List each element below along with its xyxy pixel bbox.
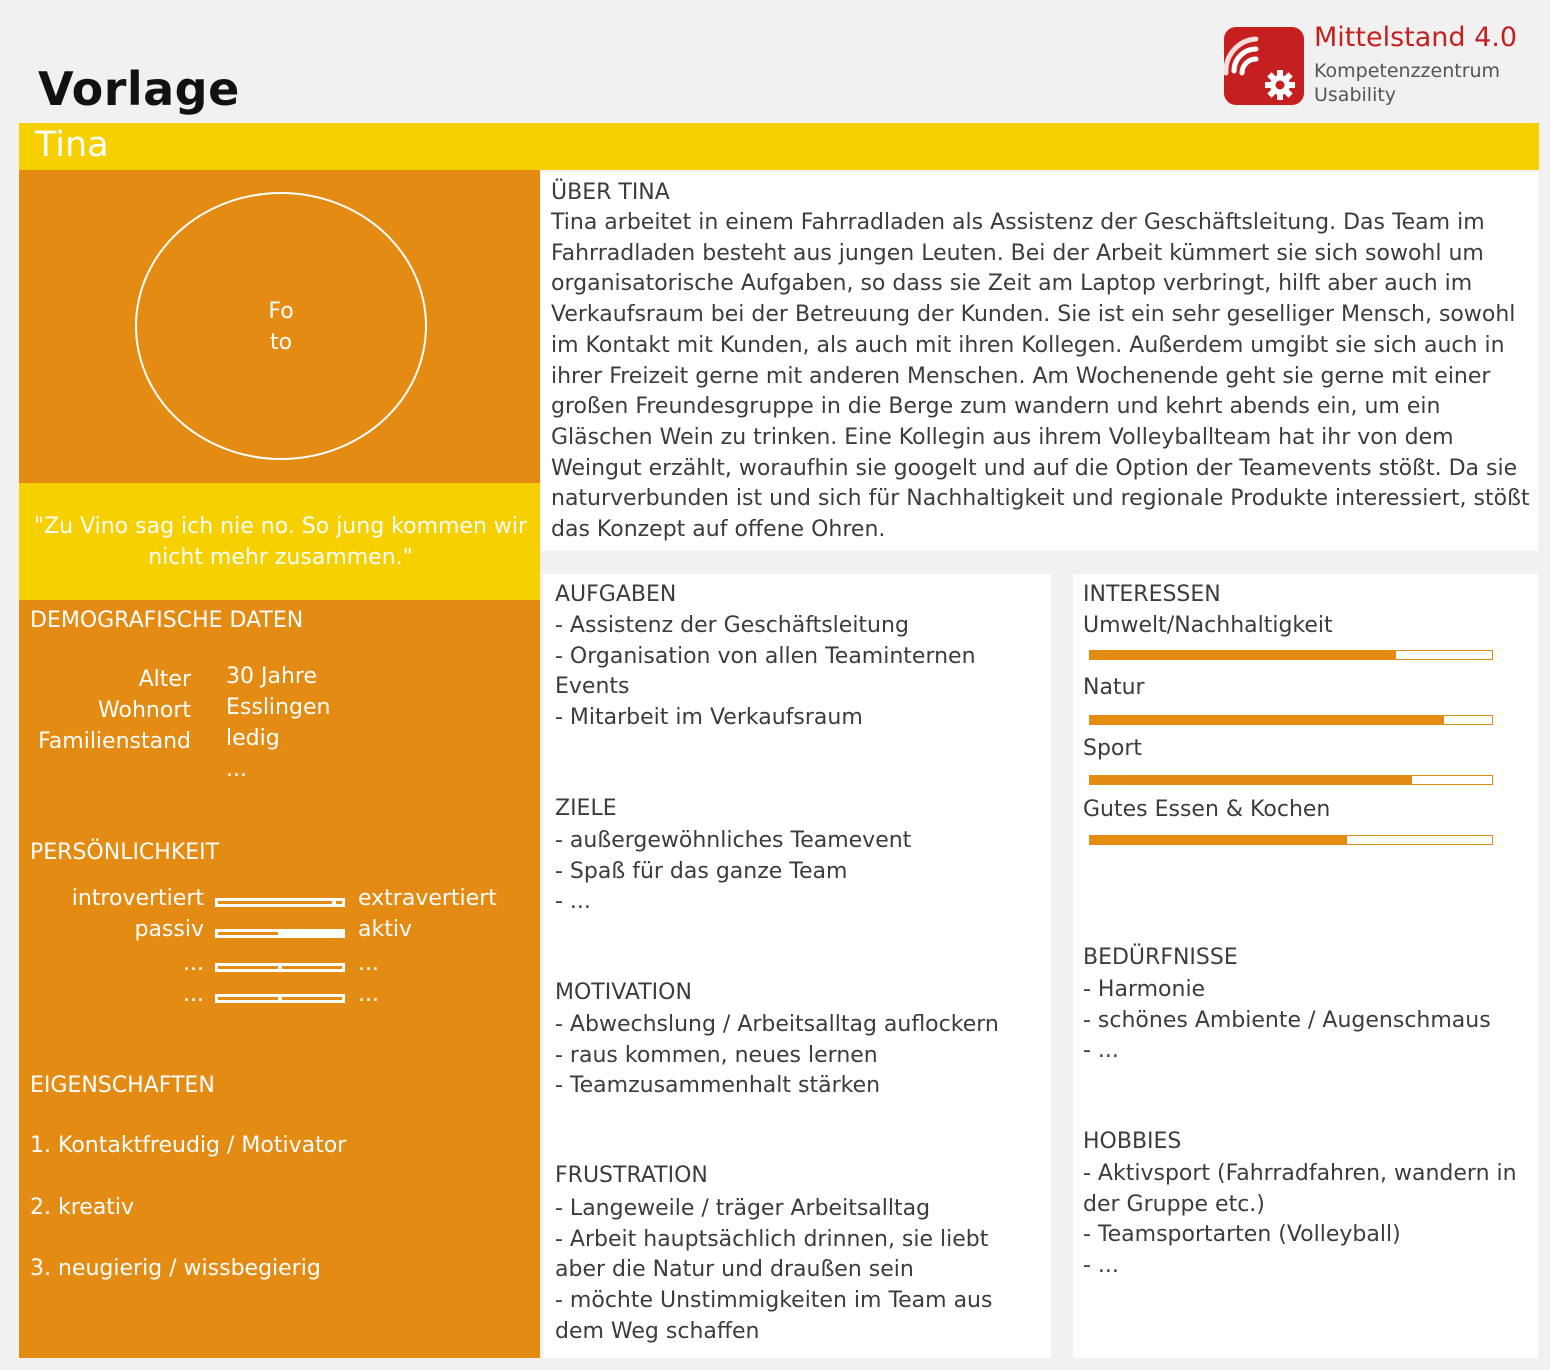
hobbies-item: - Aktivsport (Fahrradfahren, wandern in der Gruppe etc.) <box>1083 1161 1517 1217</box>
interest-label: Umwelt/Nachhaltigkeit <box>1083 613 1333 638</box>
persoenlichkeit-heading: PERSÖNLICHKEIT <box>30 840 220 865</box>
beduerfnisse-item: - ... <box>1083 1038 1119 1064</box>
personality-slider <box>215 929 345 938</box>
frustration-item: - Langeweile / träger Arbeitsalltag <box>555 1196 931 1221</box>
demo-label-familienstand: Familienstand <box>38 729 191 754</box>
ziele-heading: ZIELE <box>555 796 617 821</box>
motivation-item: - Abwechslung / Arbeitsalltag auflockern <box>555 1012 999 1037</box>
personality-left-label: ... <box>183 951 204 976</box>
quote-box <box>19 483 540 600</box>
photo-placeholder <box>135 192 427 460</box>
ziele-item: - ... <box>555 889 591 915</box>
page-title: Vorlage <box>38 62 240 116</box>
photo-label <box>137 296 425 358</box>
personality-right-label: ... <box>358 982 379 1007</box>
personality-left-label: ... <box>183 982 204 1007</box>
aufgaben-item: - Assistenz der Geschäftsleitung <box>555 613 909 638</box>
persona-banner <box>19 123 1539 170</box>
logo <box>1224 24 1534 108</box>
personality-right-label: aktiv <box>358 917 412 942</box>
personality-slider <box>215 898 345 907</box>
demo-value-alter: 30 Jahre <box>226 664 317 689</box>
interest-bar <box>1089 650 1493 660</box>
beduerfnisse-heading: BEDÜRFNISSE <box>1083 945 1238 970</box>
aufgaben-item: - Mitarbeit im Verkaufsraum <box>555 705 863 731</box>
interest-bar <box>1089 715 1493 725</box>
trait-item: 3. neugierig / wissbegierig <box>30 1256 321 1281</box>
motivation-heading: MOTIVATION <box>555 980 692 1005</box>
beduerfnisse-item: - Harmonie <box>1083 977 1206 1002</box>
hobbies-item: - ... <box>1083 1253 1119 1279</box>
demo-label-wohnort: Wohnort <box>98 698 191 723</box>
logo-title: Mittelstand 4.0 <box>1314 22 1518 53</box>
about-text: Tina arbeitet in einem Fahrradladen als Assistenz der Geschäftsleitung. Das Team im Fahrradladen besteht aus jungen Leuten. Bei der Arbeit kümmert sie sich sowohl um organisatorische Aufgaben, so dass sie Zeit am Laptop verbringt, hilft aber auch im Verkaufsraum bei der Betreuung der Kunden. Sie ist ein sehr geselliger Mensch, sowohl im Kontakt mit Kunden, als auch mit ihren Kollegen. Außerdem umgibt sie sich auch in ihrer Freizeit gerne mit anderen Menschen. Am Wochenende geht sie gerne mit einer großen Freundesgruppe in die Berge zum wandern und kehrt abends ein, um ein Gläschen Wein zu trinken. Eine Kollegin aus ihrem Volleyballteam hat ihr von dem Weingut erzählt, woraufhin sie googelt und auf die Option der Teamevents stößt. Da sie naturverbunden ist und sich für Nachhaltigkeit und regionale Produkte interessiert, stößt das Konzept auf offene Ohren. <box>551 210 1530 543</box>
hobbies-item: - Teamsportarten (Volleyball) <box>1083 1222 1401 1248</box>
demo-value-more: ... <box>226 757 247 782</box>
photo-label-line-1: Fo <box>268 299 294 324</box>
personality-right-label: extravertiert <box>358 886 497 911</box>
interest-label: Gutes Essen & Kochen <box>1083 797 1331 822</box>
personality-left-label: introvertiert <box>71 886 204 911</box>
motivation-item: - Teamzusammenhalt stärken <box>555 1073 881 1099</box>
motivation-item: - raus kommen, neues lernen <box>555 1042 878 1068</box>
persona-quote: "Zu Vino sag ich nie no. So jung kommen wir nicht mehr zusammen." <box>33 514 528 570</box>
aufgaben-list <box>555 611 1045 734</box>
frustration-item: - möchte Unstimmigkeiten im Team aus dem Weg schaffen <box>555 1288 993 1344</box>
about-heading: ÜBER TINA <box>551 180 670 205</box>
demo-label-alter: Alter <box>138 667 191 692</box>
aufgaben-item: - Organisation von allen Teaminternen Events <box>555 643 976 700</box>
logo-subtitle <box>1314 59 1500 107</box>
demo-value-wohnort: Esslingen <box>226 695 331 720</box>
interest-bar <box>1089 835 1493 845</box>
trait-item: 2. kreativ <box>30 1195 135 1220</box>
aufgaben-heading: AUFGABEN <box>555 582 677 607</box>
demografie-labels <box>19 664 191 757</box>
beduerfnisse-list <box>1083 975 1533 1067</box>
logo-line-2: Kompetenzzentrum <box>1314 60 1501 82</box>
interest-bar <box>1089 775 1493 785</box>
persona-name: Tina <box>35 125 109 165</box>
ziele-item: - außergewöhnliches Teamevent <box>555 828 912 853</box>
hobbies-heading: HOBBIES <box>1083 1129 1182 1154</box>
interessen-heading: INTERESSEN <box>1083 582 1221 607</box>
personality-slider <box>215 994 345 1003</box>
demo-value-familienstand: ledig <box>226 726 280 751</box>
frustration-list <box>555 1194 1045 1348</box>
logo-line-3: Usability <box>1314 84 1397 106</box>
trait-item: 1. Kontaktfreudig / Motivator <box>30 1133 347 1158</box>
wifi-gear-icon <box>1224 27 1304 105</box>
ziele-list <box>555 826 1045 918</box>
interests-card <box>1073 574 1538 1358</box>
personality-left-label: passiv <box>134 917 204 942</box>
personality-right-label: ... <box>358 951 379 976</box>
demografie-heading: DEMOGRAFISCHE DATEN <box>30 608 304 633</box>
personality-slider <box>215 963 345 972</box>
interest-label: Sport <box>1083 736 1143 761</box>
photo-label-line-2: to <box>269 330 293 355</box>
demografie-values <box>226 661 330 785</box>
hobbies-list <box>1083 1159 1533 1282</box>
motivation-list <box>555 1010 1045 1102</box>
about-card <box>541 172 1538 551</box>
goals-card <box>543 574 1051 1358</box>
frustration-item: - Arbeit hauptsächlich drinnen, sie liebt aber die Natur und draußen sein <box>555 1226 989 1283</box>
interest-label: Natur <box>1083 675 1145 700</box>
frustration-heading: FRUSTRATION <box>555 1163 708 1188</box>
beduerfnisse-item: - schönes Ambiente / Augenschmaus <box>1083 1007 1491 1033</box>
ziele-item: - Spaß für das ganze Team <box>555 858 848 884</box>
eigenschaften-heading: EIGENSCHAFTEN <box>30 1073 215 1098</box>
